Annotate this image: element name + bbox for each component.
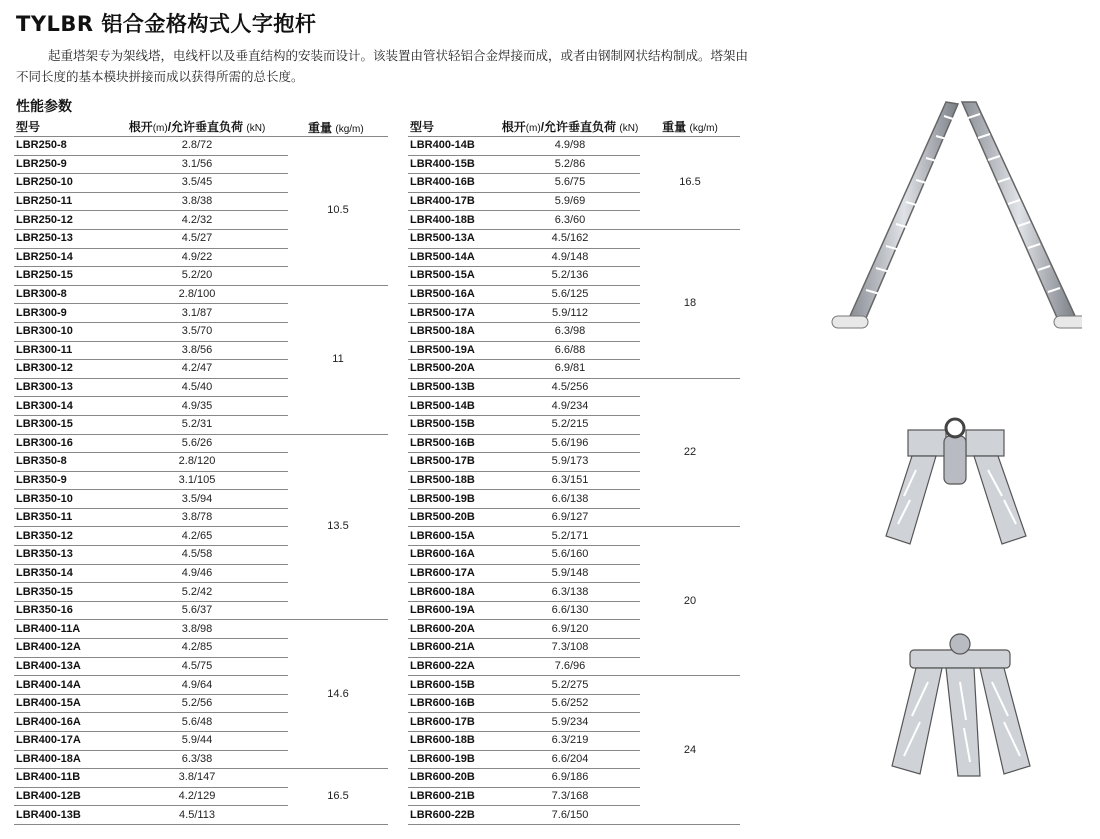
model-cell: LBR500-16B <box>408 434 500 453</box>
span-load-cell: 5.9/148 <box>500 564 640 583</box>
span-load-cell: 7.6/96 <box>500 657 640 676</box>
span-load-cell: 4.5/75 <box>106 657 288 676</box>
weight-cell: 20 <box>640 527 740 676</box>
table-row <box>408 676 740 695</box>
table-row <box>14 285 388 304</box>
model-cell: LBR300-11 <box>14 341 106 360</box>
table-row <box>408 137 740 156</box>
span-load-cell: 4.9/22 <box>106 248 288 267</box>
model-cell: LBR600-17A <box>408 564 500 583</box>
model-cell: LBR250-9 <box>14 155 106 174</box>
weight-cell: 13.5 <box>288 434 388 620</box>
span-load-cell: 5.6/252 <box>500 694 640 713</box>
span-load-cell: 3.8/56 <box>106 341 288 360</box>
span-load-cell: 3.8/147 <box>106 769 288 788</box>
top-joint-photo <box>876 630 1046 778</box>
span-load-cell: 5.2/171 <box>500 527 640 546</box>
span-load-cell: 4.5/256 <box>500 378 640 397</box>
model-cell: LBR500-14A <box>408 248 500 267</box>
span-load-cell: 5.2/20 <box>106 267 288 286</box>
span-load-cell: 6.9/127 <box>500 508 640 527</box>
model-cell: LBR400-13A <box>14 657 106 676</box>
span-load-cell: 2.8/120 <box>106 453 288 472</box>
table-row <box>408 378 740 397</box>
intro-paragraph: 起重塔架专为架线塔，电线杆以及垂直结构的安装而设计。该装置由管状轻铝合金焊接而成，或者由钢制网状结构制成。塔架由不同长度的基本模块拼接而成以获得所需的总长度。 <box>16 48 749 84</box>
table-row <box>14 137 388 156</box>
model-cell: LBR250-8 <box>14 137 106 156</box>
model-cell: LBR600-21A <box>408 639 500 658</box>
model-cell: LBR300-8 <box>14 285 106 304</box>
span-load-cell: 4.2/47 <box>106 360 288 379</box>
model-cell: LBR600-15B <box>408 676 500 695</box>
spec-table-right <box>408 116 740 825</box>
span-load-cell: 4.9/35 <box>106 397 288 416</box>
span-load-cell: 6.3/151 <box>500 471 640 490</box>
span-load-cell: 4.9/46 <box>106 564 288 583</box>
span-load-cell: 3.8/98 <box>106 620 288 639</box>
model-cell: LBR350-10 <box>14 490 106 509</box>
span-load-cell: 5.9/112 <box>500 304 640 323</box>
weight-cell: 10.5 <box>288 137 388 286</box>
section-title: 性能参数 <box>16 99 72 115</box>
span-load-cell: 4.9/234 <box>500 397 640 416</box>
model-cell: LBR500-19B <box>408 490 500 509</box>
span-load-cell: 4.5/113 <box>106 806 288 825</box>
span-load-cell: 3.1/105 <box>106 471 288 490</box>
span-load-cell: 5.6/196 <box>500 434 640 453</box>
header-weight-left: 重量 (kg/m) <box>308 121 364 135</box>
span-load-cell: 5.2/42 <box>106 583 288 602</box>
span-load-cell: 6.9/120 <box>500 620 640 639</box>
header-weight-right: 重量 (kg/m) <box>662 119 718 134</box>
model-cell: LBR350-8 <box>14 453 106 472</box>
model-cell: LBR400-12B <box>14 787 106 806</box>
weight-cell: 14.6 <box>288 620 388 769</box>
weight-cell: 22 <box>640 378 740 527</box>
span-load-cell: 4.2/85 <box>106 639 288 658</box>
model-cell: LBR600-22A <box>408 657 500 676</box>
span-load-cell: 5.2/31 <box>106 415 288 434</box>
span-load-cell: 7.3/108 <box>500 639 640 658</box>
model-cell: LBR500-19A <box>408 341 500 360</box>
span-load-cell: 5.9/44 <box>106 732 288 751</box>
span-load-cell: 5.2/56 <box>106 694 288 713</box>
span-load-cell: 4.5/40 <box>106 378 288 397</box>
model-cell: LBR350-12 <box>14 527 106 546</box>
model-cell: LBR500-15B <box>408 415 500 434</box>
model-cell: LBR350-15 <box>14 583 106 602</box>
model-cell: LBR300-16 <box>14 434 106 453</box>
span-load-cell: 5.6/125 <box>500 285 640 304</box>
span-load-cell: 4.2/65 <box>106 527 288 546</box>
span-load-cell: 6.6/204 <box>500 750 640 769</box>
model-cell: LBR400-16A <box>14 713 106 732</box>
span-load-cell: 5.9/234 <box>500 713 640 732</box>
header-span-load: 根开(m)/允许垂直负荷 (kN) <box>128 119 266 134</box>
model-cell: LBR400-11A <box>14 620 106 639</box>
model-cell: LBR250-11 <box>14 192 106 211</box>
span-load-cell: 5.9/69 <box>500 192 640 211</box>
span-load-cell: 6.3/60 <box>500 211 640 230</box>
model-cell: LBR500-18B <box>408 471 500 490</box>
model-cell: LBR400-15A <box>14 694 106 713</box>
span-load-cell: 4.2/32 <box>106 211 288 230</box>
span-load-cell: 5.6/26 <box>106 434 288 453</box>
model-cell: LBR600-16B <box>408 694 500 713</box>
model-cell: LBR300-10 <box>14 322 106 341</box>
model-cell: LBR400-14B <box>408 137 500 156</box>
model-cell: LBR400-14A <box>14 676 106 695</box>
table-row <box>14 620 388 639</box>
model-cell: LBR400-13B <box>14 806 106 825</box>
span-load-cell: 4.5/27 <box>106 229 288 248</box>
model-cell: LBR600-20B <box>408 769 500 788</box>
span-load-cell: 6.6/88 <box>500 341 640 360</box>
table-row <box>408 527 740 546</box>
header-model: 型号 <box>16 119 41 134</box>
model-cell: LBR400-12A <box>14 639 106 658</box>
table-row <box>14 769 388 788</box>
span-load-cell: 3.5/45 <box>106 174 288 193</box>
model-cell: LBR350-16 <box>14 601 106 620</box>
model-cell: LBR600-22B <box>408 806 500 825</box>
span-load-cell: 3.1/87 <box>106 304 288 323</box>
model-cell: LBR400-17A <box>14 732 106 751</box>
top-fitting-photo <box>876 416 1034 548</box>
span-load-cell: 5.2/86 <box>500 155 640 174</box>
model-cell: LBR400-17B <box>408 192 500 211</box>
model-cell: LBR600-17B <box>408 713 500 732</box>
model-cell: LBR500-16A <box>408 285 500 304</box>
model-cell: LBR300-13 <box>14 378 106 397</box>
model-cell: LBR500-18A <box>408 322 500 341</box>
weight-cell: 18 <box>640 229 740 378</box>
model-cell: LBR600-19A <box>408 601 500 620</box>
model-cell: LBR600-18A <box>408 583 500 602</box>
span-load-cell: 6.6/130 <box>500 601 640 620</box>
span-load-cell: 6.9/81 <box>500 360 640 379</box>
model-cell: LBR600-21B <box>408 787 500 806</box>
model-cell: LBR500-17B <box>408 453 500 472</box>
model-cell: LBR400-11B <box>14 769 106 788</box>
span-load-cell: 3.5/70 <box>106 322 288 341</box>
weight-cell: 16.5 <box>288 769 388 825</box>
span-load-cell: 5.6/75 <box>500 174 640 193</box>
model-cell: LBR600-15A <box>408 527 500 546</box>
model-cell: LBR600-20A <box>408 620 500 639</box>
model-cell: LBR300-9 <box>14 304 106 323</box>
span-load-cell: 6.9/186 <box>500 769 640 788</box>
span-load-cell: 4.9/98 <box>500 137 640 156</box>
model-cell: LBR600-18B <box>408 732 500 751</box>
header-span-load-right: 根开(m)/允许垂直负荷 (kN) <box>501 119 639 134</box>
a-frame-gin-pole-photo <box>826 96 1082 336</box>
span-load-cell: 7.3/168 <box>500 787 640 806</box>
model-cell: LBR500-20B <box>408 508 500 527</box>
table-row <box>408 229 740 248</box>
model-cell: LBR500-13B <box>408 378 500 397</box>
span-load-cell: 5.2/215 <box>500 415 640 434</box>
model-cell: LBR500-14B <box>408 397 500 416</box>
model-cell: LBR600-19B <box>408 750 500 769</box>
model-cell: LBR250-10 <box>14 174 106 193</box>
page-title: TYLBR 铝合金格构式人字抱杆 <box>16 12 317 36</box>
span-load-cell: 5.6/37 <box>106 601 288 620</box>
span-load-cell: 4.5/58 <box>106 546 288 565</box>
model-cell: LBR600-16A <box>408 546 500 565</box>
model-cell: LBR250-14 <box>14 248 106 267</box>
span-load-cell: 6.3/219 <box>500 732 640 751</box>
span-load-cell: 6.3/38 <box>106 750 288 769</box>
span-load-cell: 5.9/173 <box>500 453 640 472</box>
span-load-cell: 5.6/160 <box>500 546 640 565</box>
span-load-cell: 5.6/48 <box>106 713 288 732</box>
span-load-cell: 4.5/162 <box>500 229 640 248</box>
span-load-cell: 6.6/138 <box>500 490 640 509</box>
model-cell: LBR400-18A <box>14 750 106 769</box>
table-row <box>14 434 388 453</box>
model-cell: LBR250-15 <box>14 267 106 286</box>
weight-cell: 11 <box>288 285 388 434</box>
span-load-cell: 7.6/150 <box>500 806 640 825</box>
span-load-cell: 5.2/136 <box>500 267 640 286</box>
model-cell: LBR300-14 <box>14 397 106 416</box>
span-load-cell: 4.9/64 <box>106 676 288 695</box>
model-cell: LBR400-15B <box>408 155 500 174</box>
model-cell: LBR250-13 <box>14 229 106 248</box>
model-cell: LBR350-11 <box>14 508 106 527</box>
span-load-cell: 3.8/38 <box>106 192 288 211</box>
model-cell: LBR500-20A <box>408 360 500 379</box>
model-cell: LBR400-16B <box>408 174 500 193</box>
span-load-cell: 5.2/275 <box>500 676 640 695</box>
model-cell: LBR300-12 <box>14 360 106 379</box>
model-cell: LBR500-17A <box>408 304 500 323</box>
model-cell: LBR350-9 <box>14 471 106 490</box>
span-load-cell: 4.9/148 <box>500 248 640 267</box>
model-cell: LBR350-14 <box>14 564 106 583</box>
model-cell: LBR300-15 <box>14 415 106 434</box>
model-cell: LBR350-13 <box>14 546 106 565</box>
span-load-cell: 3.8/78 <box>106 508 288 527</box>
span-load-cell: 2.8/72 <box>106 137 288 156</box>
span-load-cell: 3.5/94 <box>106 490 288 509</box>
weight-cell: 24 <box>640 676 740 825</box>
model-cell: LBR500-15A <box>408 267 500 286</box>
weight-cell: 16.5 <box>640 137 740 230</box>
model-cell: LBR500-13A <box>408 229 500 248</box>
span-load-cell: 6.3/138 <box>500 583 640 602</box>
model-cell: LBR250-12 <box>14 211 106 230</box>
header-model-right: 型号 <box>410 119 435 134</box>
span-load-cell: 2.8/100 <box>106 285 288 304</box>
model-cell: LBR400-18B <box>408 211 500 230</box>
spec-table-left <box>14 116 388 825</box>
span-load-cell: 6.3/98 <box>500 322 640 341</box>
span-load-cell: 4.2/129 <box>106 787 288 806</box>
span-load-cell: 3.1/56 <box>106 155 288 174</box>
